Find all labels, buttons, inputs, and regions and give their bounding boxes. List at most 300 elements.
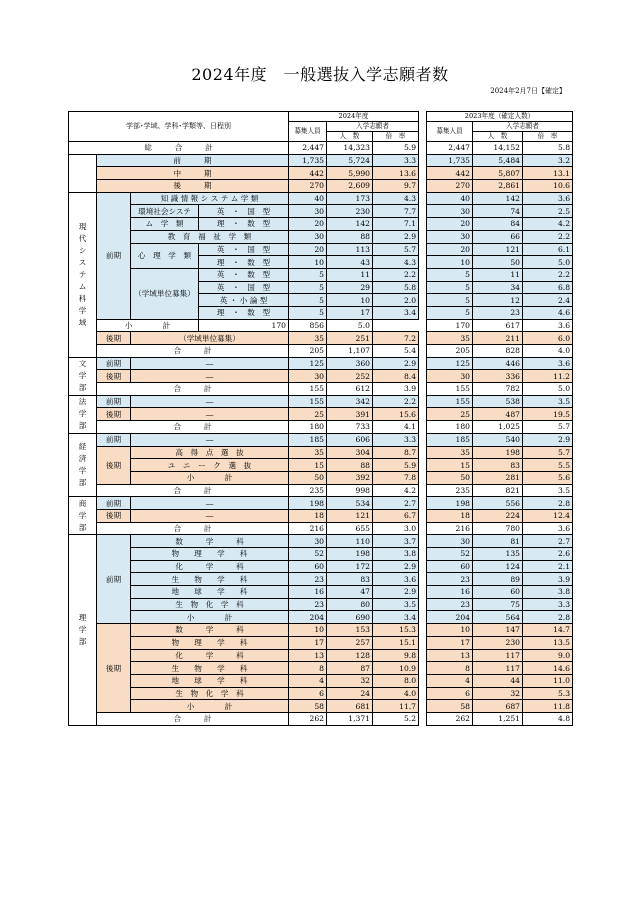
ratio-cell: 9.8: [373, 649, 419, 662]
count-cell: 304: [327, 446, 373, 459]
total-label: 合 計: [97, 522, 289, 535]
ratio-cell: 3.4: [373, 306, 419, 319]
table-row: [69, 484, 419, 497]
period-zenki: 前期: [97, 433, 131, 446]
ratio-cell: 2.9: [373, 357, 419, 370]
page-title: 2024年度 一般選抜入学志願者数: [191, 65, 449, 84]
table-row: [427, 573, 573, 586]
type-label: 英 ・ 国 型: [199, 243, 289, 256]
ratio-cell: 2.2: [373, 268, 419, 281]
capacity-cell: 262: [427, 712, 473, 725]
capacity-cell: 23: [427, 598, 473, 611]
count-cell: 24: [327, 687, 373, 700]
header-ratio-2023: 倍 率: [523, 132, 573, 142]
capacity-cell: 198: [289, 497, 327, 510]
count-cell: 153: [327, 624, 373, 637]
capacity-cell: 198: [427, 497, 473, 510]
header-year-2023: 2023年度（確定人数）: [427, 112, 573, 122]
capacity-cell: 442: [289, 167, 327, 180]
capacity-cell: 4: [289, 674, 327, 687]
capacity-cell: 125: [289, 357, 327, 370]
table-row: [69, 497, 419, 510]
dash: ―: [131, 433, 289, 446]
ratio-cell: 10.6: [523, 180, 573, 193]
capacity-cell: 2,447: [289, 142, 327, 155]
ratio-cell: 3.9: [373, 383, 419, 396]
ratio-cell: 5.4: [373, 345, 419, 358]
count-cell: 142: [473, 192, 523, 205]
count-cell: 17: [327, 306, 373, 319]
count-cell: 360: [327, 357, 373, 370]
capacity-cell: 8: [289, 662, 327, 675]
table-row: [427, 433, 573, 446]
ratio-cell: 4.3: [373, 192, 419, 205]
count-cell: 251: [327, 332, 373, 345]
count-cell: 60: [473, 586, 523, 599]
ratio-cell: 5.9: [373, 459, 419, 472]
capacity-cell: 25: [427, 408, 473, 421]
count-cell: 780: [473, 522, 523, 535]
count-cell: 75: [473, 598, 523, 611]
table-row: [427, 395, 573, 408]
count-cell: 681: [327, 700, 373, 713]
dept-label: 生 物 学 科: [131, 662, 289, 675]
count-cell: 252: [327, 370, 373, 383]
table-row: [427, 243, 573, 256]
count-cell: 446: [473, 357, 523, 370]
ratio-cell: 4.2: [373, 484, 419, 497]
capacity-cell: 15: [427, 459, 473, 472]
table-row: [427, 522, 573, 535]
ratio-cell: 2.8: [523, 611, 573, 624]
dash: ―: [131, 408, 289, 421]
dept-label: 数 学 科: [131, 535, 289, 548]
ratio-cell: 3.5: [523, 484, 573, 497]
capacity-cell: 5: [289, 294, 327, 307]
capacity-cell: 52: [289, 548, 327, 561]
period-koki: 後期: [97, 408, 131, 421]
ratio-cell: 5.6: [523, 471, 573, 484]
capacity-cell: 2,447: [427, 142, 473, 155]
capacity-cell: 204: [289, 611, 327, 624]
table-row: [69, 509, 419, 522]
capacity-cell: 262: [289, 712, 327, 725]
total-label: 合 計: [97, 421, 289, 434]
capacity-cell: 216: [289, 522, 327, 535]
count-cell: 733: [327, 421, 373, 434]
ratio-cell: 3.9: [523, 573, 573, 586]
capacity-cell: 205: [427, 345, 473, 358]
capacity-cell: 40: [289, 192, 327, 205]
table-row: [427, 218, 573, 231]
ratio-cell: 7.1: [373, 218, 419, 231]
table-row: [427, 230, 573, 243]
count-cell: 342: [327, 395, 373, 408]
dept-label: 生 物 学 科: [131, 573, 289, 586]
ratio-cell: 3.8: [523, 586, 573, 599]
count-cell: 83: [327, 573, 373, 586]
faculty-ho: 法 学 部: [69, 395, 97, 433]
capacity-cell: 60: [289, 560, 327, 573]
count-cell: 5,724: [327, 154, 373, 167]
ratio-cell: 3.3: [373, 433, 419, 446]
table-row: [427, 674, 573, 687]
table-row: [427, 535, 573, 548]
capacity-cell: 235: [427, 484, 473, 497]
count-cell: 564: [473, 611, 523, 624]
count-cell: 534: [327, 497, 373, 510]
count-cell: 821: [473, 484, 523, 497]
table-row: [427, 662, 573, 675]
capacity-cell: 125: [427, 357, 473, 370]
count-cell: 113: [327, 243, 373, 256]
ratio-cell: 5.0: [327, 319, 373, 332]
capacity-cell: 35: [427, 446, 473, 459]
count-cell: 655: [327, 522, 373, 535]
table-row: [69, 167, 419, 180]
count-cell: 391: [327, 408, 373, 421]
table-row: [427, 497, 573, 510]
header-capacity: 募集人員: [289, 122, 327, 142]
count-cell: 135: [473, 548, 523, 561]
count-cell: 1,251: [473, 712, 523, 725]
table-2023: [426, 111, 573, 726]
table-row: [69, 433, 419, 446]
ratio-cell: 5.7: [523, 421, 573, 434]
count-cell: 81: [473, 535, 523, 548]
capacity-cell: 20: [427, 243, 473, 256]
count-cell: 83: [473, 459, 523, 472]
table-row: [427, 205, 573, 218]
ratio-cell: 5.7: [373, 243, 419, 256]
dept-label: 化 学 科: [131, 560, 289, 573]
capacity-cell: 30: [427, 535, 473, 548]
subtotal-label: 小 計: [131, 611, 289, 624]
period-koki: 後期: [97, 509, 131, 522]
dept-label: 数 学 科: [131, 624, 289, 637]
count-cell: 198: [473, 446, 523, 459]
ratio-cell: 3.7: [373, 535, 419, 548]
period-zenki: 前期: [97, 357, 131, 370]
dept-label: 知 識 情 報 シ ス テ ム 学 類: [131, 192, 289, 205]
ratio-cell: 2.7: [523, 535, 573, 548]
count-cell: 80: [327, 598, 373, 611]
ratio-cell: 8.0: [373, 674, 419, 687]
table-row: [69, 370, 419, 383]
count-cell: 117: [473, 649, 523, 662]
ratio-cell: 2.4: [523, 294, 573, 307]
table-row: [427, 383, 573, 396]
ratio-cell: 13.6: [373, 167, 419, 180]
count-cell: 687: [473, 700, 523, 713]
ratio-cell: 3.6: [523, 319, 573, 332]
header-capacity-2023: 募集人員: [427, 122, 473, 142]
count-cell: 84: [473, 218, 523, 231]
dept-label: 心 理 学 類: [131, 243, 199, 268]
total-label: 合 計: [97, 712, 289, 725]
ratio-cell: 2.9: [523, 433, 573, 446]
table-row: [427, 509, 573, 522]
table-row: [427, 598, 573, 611]
table-row: [427, 357, 573, 370]
count-cell: 10: [327, 294, 373, 307]
header-applicants: 入学志願者: [327, 122, 419, 132]
count-cell: 998: [327, 484, 373, 497]
count-cell: 606: [327, 433, 373, 446]
count-cell: 173: [327, 192, 373, 205]
count-cell: 12: [473, 294, 523, 307]
capacity-cell: 442: [427, 167, 473, 180]
total-label: 合 計: [97, 383, 289, 396]
ratio-cell: 2.5: [523, 205, 573, 218]
ratio-cell: 5.2: [373, 712, 419, 725]
count-cell: 66: [473, 230, 523, 243]
ratio-cell: 4.0: [373, 687, 419, 700]
count-cell: 5,990: [327, 167, 373, 180]
faculty-ri: 理 学 部: [69, 535, 97, 725]
capacity-cell: 58: [427, 700, 473, 713]
capacity-cell: 6: [289, 687, 327, 700]
table-row: [69, 192, 419, 205]
table-row: [427, 712, 573, 725]
capacity-cell: 216: [427, 522, 473, 535]
capacity-cell: 270: [289, 180, 327, 193]
count-cell: 1,025: [473, 421, 523, 434]
header-count-2023: 人 数: [473, 132, 523, 142]
table-row: [69, 332, 419, 345]
dept-label: 地 球 学 科: [131, 586, 289, 599]
dash: ―: [131, 357, 289, 370]
ratio-cell: 11.0: [523, 674, 573, 687]
table-row: [427, 687, 573, 700]
capacity-cell: 235: [289, 484, 327, 497]
table-2024-body: [69, 142, 419, 726]
ratio-cell: 15.6: [373, 408, 419, 421]
table-row: [427, 548, 573, 561]
table-row: [69, 319, 419, 332]
ratio-cell: 6.8: [523, 281, 573, 294]
dept-label: 化 学 科: [131, 649, 289, 662]
count-cell: 612: [327, 383, 373, 396]
dash: ―: [131, 509, 289, 522]
ratio-cell: 2.2: [373, 395, 419, 408]
count-cell: 29: [327, 281, 373, 294]
ratio-cell: 4.8: [523, 712, 573, 725]
dept-label: 物 理 学 科: [131, 548, 289, 561]
capacity-cell: 30: [289, 205, 327, 218]
count-cell: 2,861: [473, 180, 523, 193]
type-label: 理 ・ 数 型: [199, 256, 289, 269]
table-row: [69, 624, 419, 637]
header-applicants-2023: 入学志願者: [473, 122, 573, 132]
capacity-cell: 13: [289, 649, 327, 662]
ratio-cell: 5.3: [523, 687, 573, 700]
dept-label: ム 学 類: [131, 218, 199, 231]
count-cell: 121: [327, 509, 373, 522]
capacity-cell: 30: [289, 230, 327, 243]
table-row: [427, 560, 573, 573]
capacity-cell: 170: [427, 319, 473, 332]
faculty-gendai: 現 代 シ ス テ ム 科 学 域: [69, 192, 97, 357]
capacity-cell: 20: [289, 243, 327, 256]
count-cell: 690: [327, 611, 373, 624]
table-row: [69, 142, 419, 155]
period-zenki: 前期: [97, 395, 131, 408]
ratio-cell: 4.6: [523, 306, 573, 319]
period-koki: 後期: [97, 332, 131, 345]
capacity-cell: 17: [427, 636, 473, 649]
capacity-cell: 5: [289, 268, 327, 281]
dept-label: 物 理 学 科: [131, 636, 289, 649]
ratio-cell: 5.9: [373, 142, 419, 155]
capacity-cell: 58: [289, 700, 327, 713]
count-cell: 487: [473, 408, 523, 421]
table-row: [427, 370, 573, 383]
count-cell: 5,807: [473, 167, 523, 180]
table-row: [427, 408, 573, 421]
table-row: [427, 281, 573, 294]
ratio-cell: 9.0: [523, 649, 573, 662]
table-row: [69, 522, 419, 535]
total-label: 合 計: [97, 345, 289, 358]
type-label: 英 ・ 国 型: [199, 281, 289, 294]
count-cell: 1,107: [327, 345, 373, 358]
table-row: [427, 700, 573, 713]
ratio-cell: 7.2: [373, 332, 419, 345]
capacity-cell: 1,735: [289, 154, 327, 167]
ratio-cell: 2.2: [523, 230, 573, 243]
dept-label: 地 球 学 科: [131, 674, 289, 687]
period-zenki: 前期: [97, 497, 131, 510]
count-cell: 14,323: [327, 142, 373, 155]
ratio-cell: 10.9: [373, 662, 419, 675]
count-cell: 281: [473, 471, 523, 484]
table-row: [427, 332, 573, 345]
dash: ―: [131, 497, 289, 510]
table-row: [427, 611, 573, 624]
count-cell: 47: [327, 586, 373, 599]
ratio-cell: 5.8: [373, 281, 419, 294]
count-cell: 538: [473, 395, 523, 408]
count-cell: 828: [473, 345, 523, 358]
ratio-cell: 3.3: [373, 154, 419, 167]
capacity-cell: 20: [289, 218, 327, 231]
ratio-cell: 3.6: [373, 573, 419, 586]
count-cell: 617: [473, 319, 523, 332]
ratio-cell: 6.7: [373, 509, 419, 522]
table-row: [69, 357, 419, 370]
table-row: [427, 586, 573, 599]
capacity-cell: 10: [427, 256, 473, 269]
dash: ―: [131, 370, 289, 383]
table-row: [427, 154, 573, 167]
capacity-cell: 4: [427, 674, 473, 687]
count-cell: 172: [327, 560, 373, 573]
capacity-cell: 30: [289, 535, 327, 548]
count-cell: 43: [327, 256, 373, 269]
header-year-2024: 2024年度: [289, 112, 419, 122]
header-category: 学部･学域、学科･学類等、日程別: [69, 112, 289, 142]
table-row: [427, 268, 573, 281]
count-cell: 230: [473, 636, 523, 649]
table-row: [69, 446, 419, 459]
capacity-cell: 30: [427, 230, 473, 243]
count-cell: 224: [473, 509, 523, 522]
capacity-cell: 15: [289, 459, 327, 472]
table-row: [427, 446, 573, 459]
table-2023-body: [427, 142, 573, 726]
table-row: [427, 484, 573, 497]
capacity-cell: 30: [289, 370, 327, 383]
period-koki: 後期: [97, 624, 131, 713]
ratio-cell: 3.0: [373, 522, 419, 535]
type-label: 英 ・ 数 型: [199, 268, 289, 281]
type-label: 英 ・ 国 型: [199, 205, 289, 218]
capacity-cell: 60: [427, 560, 473, 573]
period-zenki: 前期: [97, 535, 131, 624]
count-cell: 74: [473, 205, 523, 218]
capacity-cell: 50: [427, 471, 473, 484]
count-cell: 32: [473, 687, 523, 700]
ratio-cell: 5.0: [523, 256, 573, 269]
period-koki: 後期: [97, 446, 131, 484]
table-row: [69, 345, 419, 358]
confirmed-date: 2024年2月7日【確定】: [490, 87, 566, 95]
ratio-cell: 2.2: [523, 268, 573, 281]
count-cell: 14,152: [473, 142, 523, 155]
count-cell: 88: [327, 230, 373, 243]
count-cell: 2,609: [327, 180, 373, 193]
ratio-cell: 2.8: [523, 497, 573, 510]
table-row: [427, 459, 573, 472]
capacity-cell: 155: [427, 395, 473, 408]
table-row: [427, 256, 573, 269]
capacity-cell: 5: [427, 294, 473, 307]
count-cell: 556: [473, 497, 523, 510]
ratio-cell: 15.1: [373, 636, 419, 649]
ratio-cell: 15.3: [373, 624, 419, 637]
capacity-cell: 270: [427, 180, 473, 193]
count-cell: 142: [327, 218, 373, 231]
ratio-cell: 5.7: [523, 446, 573, 459]
ratio-cell: 3.5: [523, 395, 573, 408]
count-cell: 128: [327, 649, 373, 662]
capacity-cell: 1,735: [427, 154, 473, 167]
ratio-cell: 8.7: [373, 446, 419, 459]
ratio-cell: 2.0: [373, 294, 419, 307]
count-cell: 11: [473, 268, 523, 281]
dept-label: （学域単位募集）: [131, 332, 289, 345]
dash: ―: [131, 395, 289, 408]
capacity-cell: 10: [289, 256, 327, 269]
count-cell: 211: [473, 332, 523, 345]
ratio-cell: 3.8: [373, 548, 419, 561]
ratio-cell: 5.0: [523, 383, 573, 396]
count-cell: 856: [289, 319, 327, 332]
dept-label: ユ ニ ー ク 選 抜: [131, 459, 289, 472]
table-row: [427, 142, 573, 155]
capacity-cell: 180: [289, 421, 327, 434]
capacity-cell: 18: [427, 509, 473, 522]
type-label: 英 ・ 小 論 型: [199, 294, 289, 307]
capacity-cell: 23: [289, 598, 327, 611]
capacity-cell: 13: [427, 649, 473, 662]
faculty-keizai: 経 済 学 部: [69, 433, 97, 496]
subtotal-label: 小 計: [131, 700, 289, 713]
ratio-cell: 2.1: [523, 560, 573, 573]
header-count: 人 数: [327, 132, 373, 142]
count-cell: 230: [327, 205, 373, 218]
